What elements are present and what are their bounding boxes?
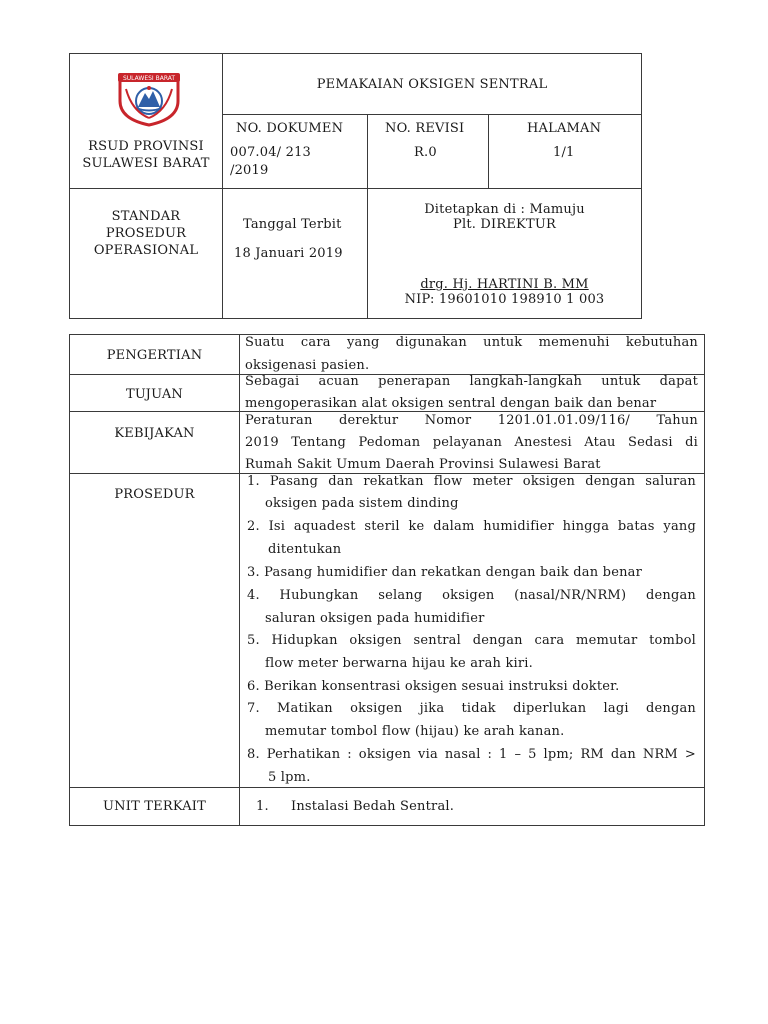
procedure-step-7-cont: memutar tombol flow (hijau) ke arah kanan. — [265, 724, 565, 739]
kebijakan-text-line1: Peraturan derektur Nomor 1201.01.01.09/116/ Tahun — [245, 413, 698, 428]
procedure-step-1: 1. Pasang dan rekatkan flow meter oksigen dengan saluran — [247, 474, 696, 489]
procedure-step-6: 6. Berikan konsentrasi oksigen sesuai instruksi dokter. — [247, 679, 620, 694]
procedure-step-2-cont: ditentukan — [268, 542, 342, 557]
procedure-step-5: 5. Hidupkan oksigen sentral dengan cara memutar tombol — [247, 633, 696, 648]
unit-label: UNIT TERKAIT — [103, 799, 206, 814]
doc-no-value-line2: /2019 — [230, 163, 269, 178]
tujuan-text-line2: mengoperasikan alat oksigen sentral dengan baik dan benar — [245, 396, 657, 411]
procedure-step-2: 2. Isi aquadest steril ke dalam humidifier hingga batas yang — [247, 519, 696, 534]
page-value: 1/1 — [553, 145, 575, 160]
tujuan-label: TUJUAN — [125, 387, 183, 402]
procedure-step-4: 4. Hubungkan selang oksigen (nasal/NR/NRM) dengan — [247, 588, 696, 603]
issue-date: 18 Januari 2019 — [234, 246, 343, 261]
tujuan-text-line1: Sebagai acuan penerapan langkah-langkah untuk dapat — [245, 374, 698, 389]
procedure-step-3: 3. Pasang humidifier dan rekatkan dengan baik dan benar — [247, 565, 643, 580]
revision-label: NO. REVISI — [385, 121, 465, 136]
director-name: drg. Hj. HARTINI B. MM — [420, 277, 589, 292]
hospital-logo — [114, 71, 184, 127]
procedure-step-8-cont: 5 lpm. — [268, 770, 311, 785]
kebijakan-label: KEBIJAKAN — [114, 426, 195, 441]
pengertian-text-line2: oksigenasi pasien. — [245, 358, 370, 373]
procedure-step-7: 7. Matikan oksigen jika tidak diperlukan lagi dengan — [247, 701, 696, 716]
procedure-step-8: 8. Perhatikan : oksigen via nasal : 1 – 5 lpm; RM dan NRM > — [247, 747, 696, 762]
revision-value: R.0 — [414, 145, 437, 160]
procedure-step-4-cont: saluran oksigen pada humidifier — [265, 611, 485, 626]
director-title: Plt. DIREKTUR — [453, 217, 556, 232]
institution-line1: RSUD PROVINSI — [88, 139, 204, 154]
sop-line1: STANDAR — [111, 209, 181, 224]
pengertian-label: PENGERTIAN — [106, 348, 203, 363]
pengertian-text-line1: Suatu cara yang digunakan untuk memenuhi kebutuhan — [245, 335, 698, 350]
doc-no-value-line1: 007.04/ 213 — [230, 145, 312, 160]
logo-text: SULAWESI BARAT — [122, 75, 176, 82]
page-label: HALAMAN — [527, 121, 602, 136]
kebijakan-text-line2: 2019 Tentang Pedoman pelayanan Anestesi Atau Sedasi di — [245, 435, 698, 450]
procedure-step-5-cont: flow meter berwarna hijau ke arah kiri. — [265, 656, 533, 671]
procedure-step-1-cont: oksigen pada sistem dinding — [265, 496, 459, 511]
doc-no-label: NO. DOKUMEN — [236, 121, 344, 136]
prosedur-label: PROSEDUR — [114, 487, 195, 502]
document-title: PEMAKAIAN OKSIGEN SENTRAL — [316, 77, 548, 92]
director-nip: NIP: 19601010 198910 1 003 — [404, 292, 605, 307]
unit-value: Instalasi Bedah Sentral. — [291, 799, 455, 814]
sop-line3: OPERASIONAL — [93, 243, 199, 258]
unit-number: 1. — [256, 799, 269, 814]
kebijakan-text-line3: Rumah Sakit Umum Daerah Provinsi Sulawesi Barat — [245, 457, 601, 472]
established-place: Ditetapkan di : Mamuju — [424, 202, 585, 217]
issue-label: Tanggal Terbit — [243, 217, 342, 232]
sop-line2: PROSEDUR — [105, 226, 187, 241]
institution-line2: SULAWESI BARAT — [82, 156, 210, 171]
